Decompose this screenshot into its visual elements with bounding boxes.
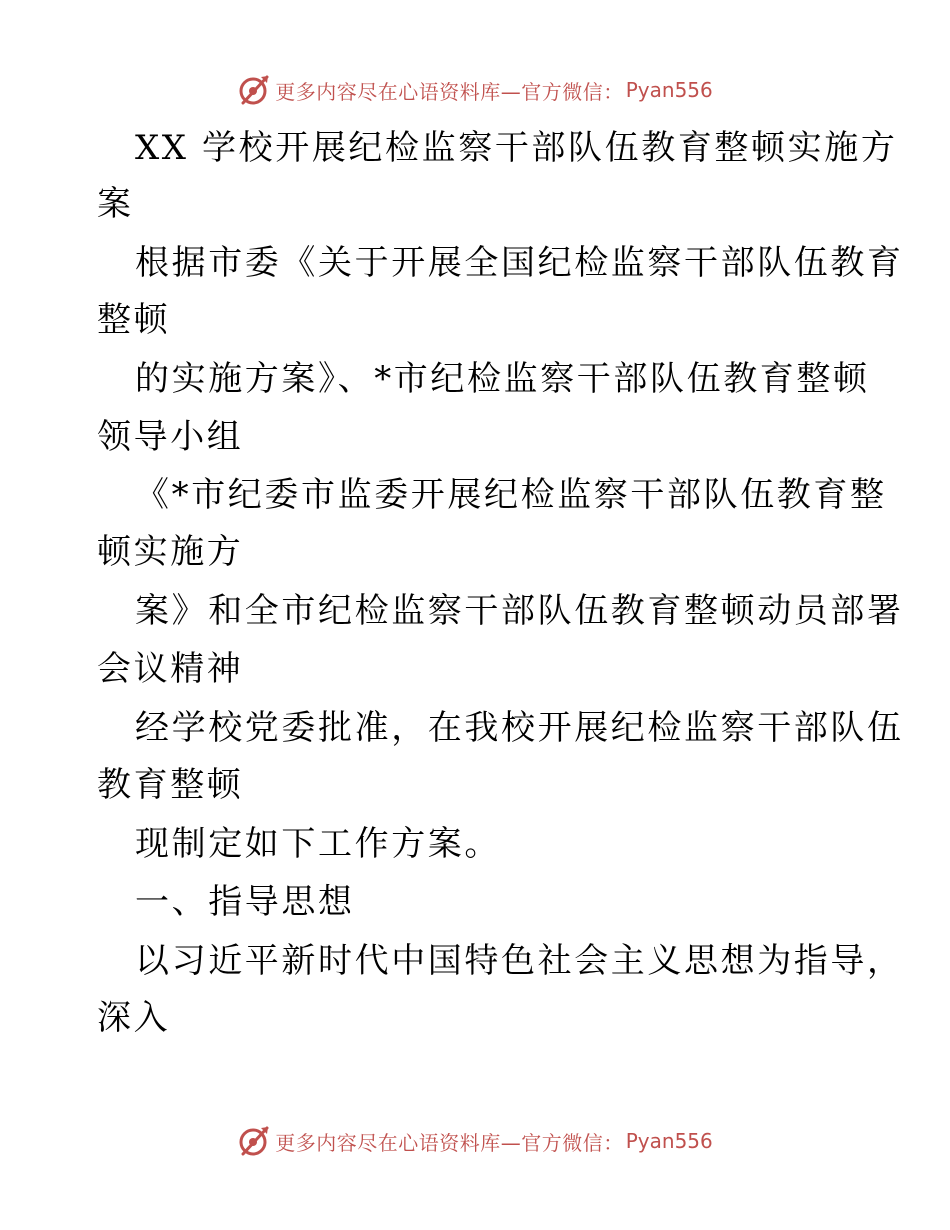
body-line: 经学校党委批准，在我校开展纪检监察干部队伍: [135, 708, 904, 748]
body-line: 领导小组: [97, 417, 244, 457]
header-watermark: [0, 70, 950, 110]
watermark-handle: Pyan556: [625, 1129, 713, 1153]
section-heading: 一、指导思想: [135, 882, 355, 922]
title-line-2: 案: [97, 184, 134, 224]
watermark-handle: Pyan556: [625, 78, 713, 102]
body-line: 会议精神: [97, 649, 244, 689]
pen-logo-icon: [237, 1124, 271, 1158]
footer-watermark: [0, 1121, 950, 1161]
body-line: 深入: [97, 998, 171, 1038]
watermark-text: 更多内容尽在心语资料库—官方微信：: [275, 1130, 624, 1155]
body-line: 案》和全市纪检监察干部队伍教育整顿动员部署: [135, 591, 904, 631]
title-line-1: XX 学校开展纪检监察干部队伍教育整顿实施方: [135, 128, 898, 168]
body-line: 整顿: [97, 300, 171, 340]
body-line: 的实施方案》、*市纪检监察干部队伍教育整顿: [135, 359, 870, 399]
body-line: 教育整顿: [97, 765, 244, 805]
body-line: 根据市委《关于开展全国纪检监察干部队伍教育: [135, 243, 904, 283]
body-line: 《*市纪委市监委开展纪检监察干部队伍教育整: [135, 475, 887, 515]
watermark-text: 更多内容尽在心语资料库—官方微信：: [275, 79, 624, 104]
body-line: 以习近平新时代中国特色社会主义思想为指导，: [135, 941, 904, 981]
body-line: 顿实施方: [97, 532, 244, 572]
pen-logo-icon: [237, 73, 271, 107]
body-line: 现制定如下工作方案。: [135, 824, 501, 864]
